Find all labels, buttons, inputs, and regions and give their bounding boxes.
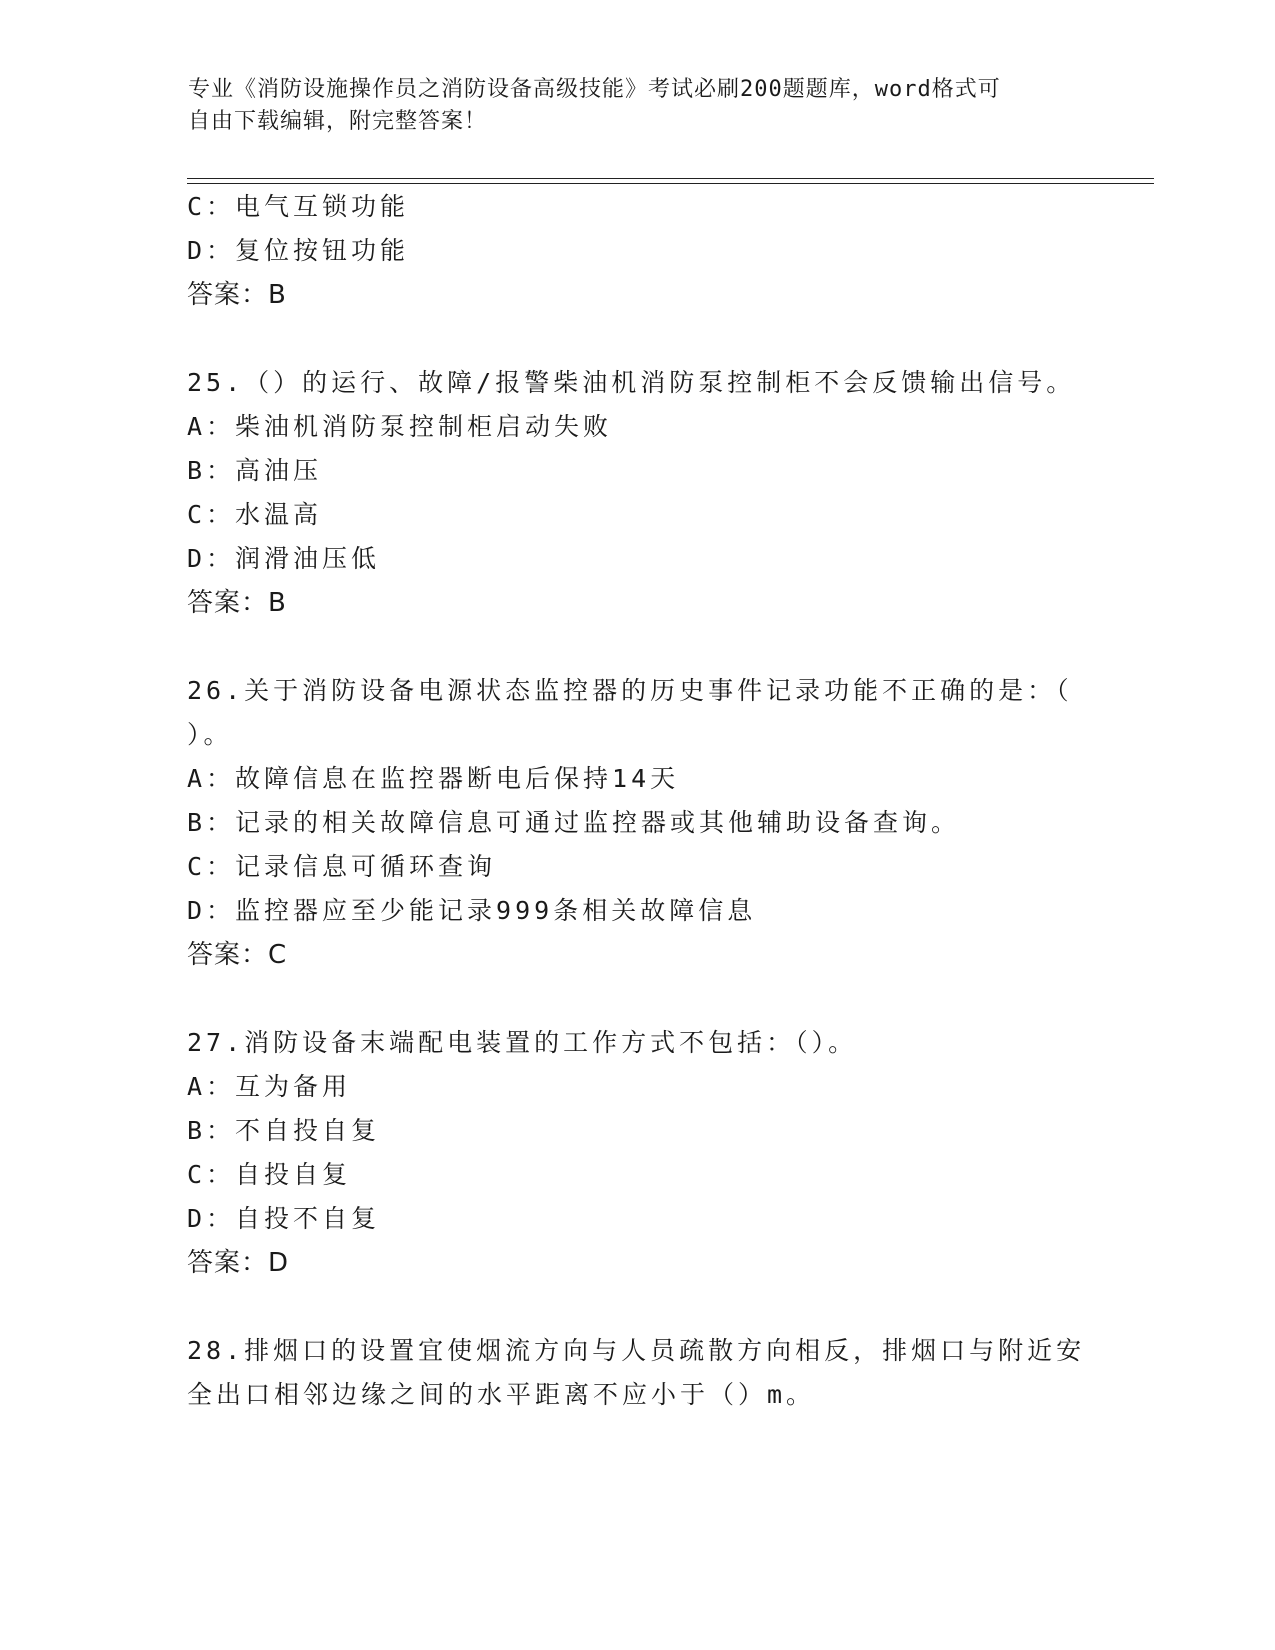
q25-option-b: B：高油压 xyxy=(187,456,323,485)
q27-stem: 27.消防设备末端配电装置的工作方式不包括：（）。 xyxy=(187,1028,858,1057)
header-line-2: 自由下载编辑，附完整答案！ xyxy=(188,109,488,134)
q27-option-b: B：不自投自复 xyxy=(187,1116,381,1145)
header-line-1: 专业《消防设施操作员之消防设备高级技能》考试必刷200题题库，word格式可 xyxy=(188,77,1001,102)
header-rule-top xyxy=(187,178,1154,179)
header-rule-bottom xyxy=(187,183,1154,184)
q27-option-a: A：互为备用 xyxy=(187,1072,352,1101)
q27-answer: 答案：D xyxy=(187,1248,290,1278)
q25-option-c: C：水温高 xyxy=(187,500,323,529)
q25-stem: 25.（）的运行、故障/报警柴油机消防泵控制柜不会反馈输出信号。 xyxy=(187,368,1076,397)
q26-option-d: D：监控器应至少能记录999条相关故障信息 xyxy=(187,896,757,925)
q26-option-a: A：故障信息在监控器断电后保持14天 xyxy=(187,764,680,793)
q28-stem-line-2: 全出口相邻边缘之间的水平距离不应小于（）m。 xyxy=(187,1380,816,1409)
document-header xyxy=(188,74,1068,138)
q26-stem-line-1: 26.关于消防设备电源状态监控器的历史事件记录功能不正确的是：（ xyxy=(187,676,1073,705)
q26-option-b: B：记录的相关故障信息可通过监控器或其他辅助设备查询。 xyxy=(187,808,961,837)
q25-option-a: A：柴油机消防泵控制柜启动失败 xyxy=(187,412,613,441)
prev-option-d: D：复位按钮功能 xyxy=(187,236,410,265)
q28-stem-line-1: 28.排烟口的设置宜使烟流方向与人员疏散方向相反，排烟口与附近安 xyxy=(187,1336,1086,1365)
q25-answer: 答案：B xyxy=(187,588,287,618)
prev-answer: 答案：B xyxy=(187,280,287,310)
q26-option-c: C：记录信息可循环查询 xyxy=(187,852,497,881)
q25-option-d: D：润滑油压低 xyxy=(187,544,381,573)
q27-option-d: D：自投不自复 xyxy=(187,1204,381,1233)
q27-option-c: C：自投自复 xyxy=(187,1160,352,1189)
q26-answer: 答案：C xyxy=(187,940,288,970)
q26-stem-line-2: ）。 xyxy=(187,720,233,749)
prev-option-c: C：电气互锁功能 xyxy=(187,192,410,221)
